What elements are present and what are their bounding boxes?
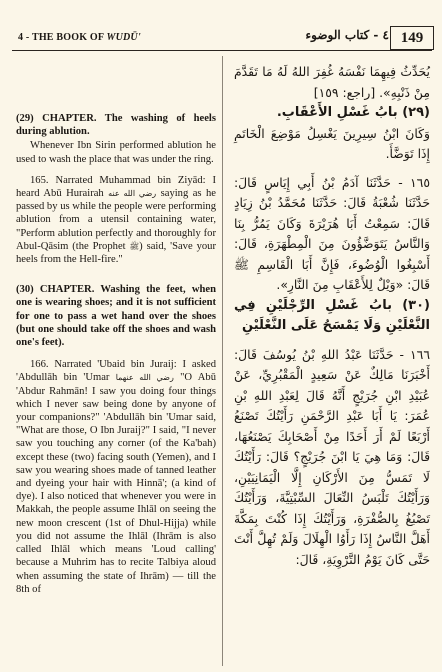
arabic-column: [234, 62, 430, 570]
hadith-165-arabic: ١٦٥ - حَدَّثَنَا آدَمُ بْنُ أَبِي إِيَاسٍ قَالَ: حَدَّثَنَا شُعْبَةُ قَالَ: حَدَّثَنَا مُحَمَّدُ بْنُ زِيَادٍ قَالَ: سَمِعْتُ أَبَا هُرَيْرَةَ وَكَانَ يَمُرُّ بِنَا وَالنَّاسُ يَتَوَضَّؤُونَ مِنَ الْمِطْهَرَةِ، قَالَ: أَسْبِغُوا الْوُضُوءَ، فَإِنَّ أَبَا الْقَاسِمِ ﷺ قَالَ: «وَيْلٌ لِلأَعْقَابِ مِنَ النَّارِ».: [234, 174, 430, 292]
arabic-chapter-29-title: (٢٩) بابُ غَسْلِ الأَعْقَابِ.: [276, 105, 430, 120]
arabic-intro: يُحَدِّثُ فِيهِمَا نَفْسَهُ غُفِرَ اللهُ لَهُ مَا تَقَدَّمَ مِنْ ذَنْبِهِ». [راجع: ١٥٩]: [234, 64, 430, 100]
column-divider: [222, 56, 223, 666]
hadith-166-english: 166. Narrated 'Ubaid bin Juraij: I asked 'Abdullāh bin 'Umar رضي الله عنهما "O Abū 'Abdur Rahmān! I saw you doing four things which I never saw being done by anyone of your companions?" 'Abdullāh bin 'Umar said, "What are those, O Ibn Juraij?" I said, "I never saw you touching any corner (of the Ka'bah) except these (two) facing south (Yemen), and I saw you wearing shoes made of tanned leather and dyeing your hair with Hinnā'; (a kind of dye). I also noticed that whenever you were in Makkah, the people assume Ihlāl on seeing the new moon crescent (1st of Dhul-Hijja) while you did not assume the Ihlāl (Ihrām is also called Ihlāl which means 'Loud calling' because a Muhrim has to recite Talbiya aloud when assuming the state of Ihrām) — till the 8th of: [16, 359, 217, 595]
arabic-chapter-30-title: (٣٠) بابُ غَسْلِ الرِّجْلَيْنِ فِي النَّعْلَيْنِ وَلَا يَمْسَحُ عَلَى النَّعْلَيْنِ: [234, 297, 430, 333]
honorific-glyph: رضي الله عنهما: [115, 373, 174, 383]
book-title-english: 4 - THE BOOK OF WUDŪ': [18, 32, 141, 43]
page-number: 149: [390, 26, 434, 50]
book-title-arabic: ٤ - كتاب الوضوء: [305, 28, 389, 42]
chapter-29-note: Whenever Ibn Sirin performed ablution he used to wash the place that was under the ring.: [16, 140, 216, 165]
honorific-glyph: رضي الله عنه: [108, 189, 157, 199]
page-header: [12, 26, 432, 51]
hadith-166-arabic: ١٦٦ - حَدَّثَنَا عَبْدُ اللهِ بْنُ يُوسُفَ قَالَ: أَخْبَرَنَا مَالِكٌ عَنْ سَعِيدٍ الْمَقْبُرِيِّ، عَنْ عُبَيْدِ ابْنِ جُرَيْجٍ أَنَّهُ قَالَ لِعَبْدِ اللهِ بْنِ عُمَرَ: يَا أَبَا عَبْدِ الرَّحْمَنِ رَأَيْتُكَ تَصْنَعُ أَرْبَعًا لَمْ أَرَ أَحَدًا مِنْ أَصْحَابِكَ يَصْنَعُهَا، قَالَ: وَمَا هِيَ يَا ابْنَ جُرَيْجٍ؟ قَالَ: رَأَيْتُكَ لَا تَمَسُّ مِنَ الأَرْكَانِ إِلَّا الْيَمَانِيَيْنِ، وَرَأَيْتُكَ تَلْبَسُ النِّعَالَ السِّبْتِيَّةَ، وَرَأَيْتُكَ تَصْبُغُ بِالصُّفْرَةِ، وَرَأَيْتُكَ إِذَا كُنْتَ بِمَكَّةَ أَهَلَّ النَّاسُ إِذَا رَأَوُا الْهِلَالَ وَلَمْ تُهِلَّ أَنْتَ حَتَّى كَانَ يَوْمُ التَّرْوِيَةِ، قَالَ:: [234, 346, 430, 567]
arabic-chapter-29-text: وَكَانَ ابْنُ سِيرِينَ يَغْسِلُ مَوْضِعَ الْخَاتَمِ إِذَا تَوَضَّأَ.: [234, 125, 430, 161]
chapter-30-title: (30) CHAPTER. Washing the feet, when one is wearing shoes; and it is not sufficient for one to pass a wet hand over the shoes (but one should take off the shoes and wash one's feet).: [16, 284, 216, 349]
hadith-165-english: 165. Narrated Muhammad bin Ziyād: I heard Abū Hurairah رضي الله عنه saying as he passed by us while the people were performing ablution from a utensil containing water, "Perform ablution perfectly and thoroughly for Abul-Qāsim (the Prophet ﷺ) said, 'Save your heels from the Hell-fire.": [16, 174, 216, 266]
english-column: [16, 112, 216, 596]
chapter-29-title: (29) CHAPTER. The washing of heels during ablution.: [16, 113, 216, 138]
prophet-salutation-glyph: ﷺ: [129, 241, 140, 251]
